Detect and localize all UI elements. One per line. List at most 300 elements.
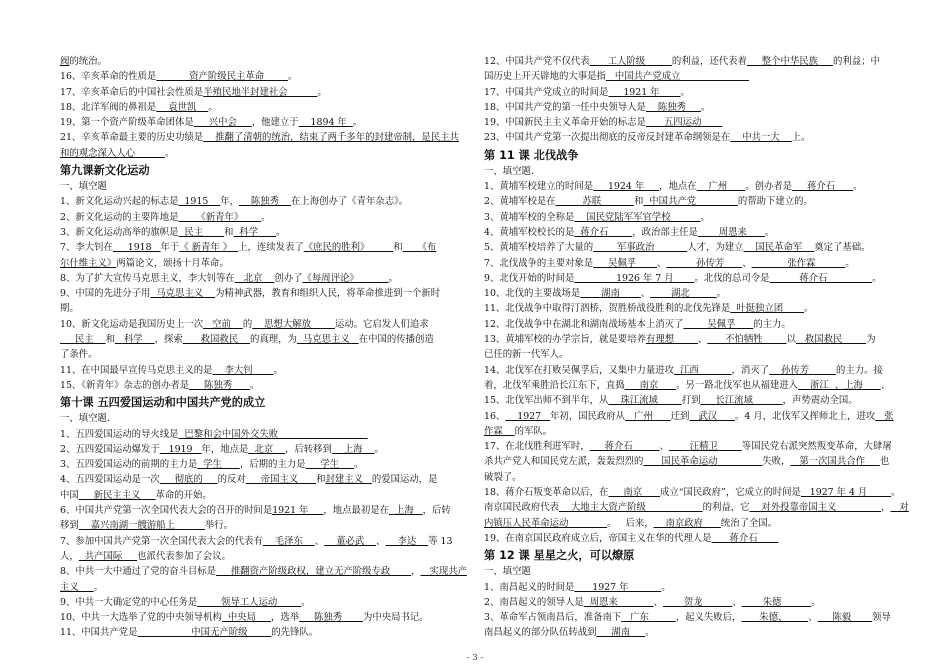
text-line — [60, 332, 468, 347]
answer-blank: 对 — [890, 502, 909, 514]
question-text: 和 — [105, 334, 115, 346]
answer-blank: 有理想 — [645, 334, 698, 346]
text-line — [60, 595, 468, 610]
answer-blank: 湖南 — [580, 288, 641, 300]
answer-blank: 上海 — [331, 443, 375, 455]
answer-blank: 张作霖 — [751, 257, 846, 269]
question-text: 等 13 — [428, 535, 453, 547]
answer-blank: 孙传芳 — [769, 364, 836, 376]
question-text: 和 — [393, 242, 403, 254]
question-text: 。 — [93, 581, 104, 593]
question-text: 。 — [354, 459, 364, 471]
answer-blank: 周恩来 — [697, 226, 765, 238]
answer-blank: 1927 — [505, 410, 551, 422]
answer-blank: 马克思主义 — [296, 334, 359, 346]
question-text: 。 — [852, 181, 863, 193]
question-text: ，消灭了 — [731, 364, 770, 376]
text-line — [60, 210, 468, 225]
question-text: 的主力。接 — [835, 364, 883, 376]
question-text: 。 — [287, 71, 298, 83]
question-text: 9、中国的先进分子用 — [60, 288, 151, 300]
question-text: 、 — [880, 379, 891, 391]
answer-blank: 国民党陆军军官学校 — [574, 211, 701, 223]
question-text: 1、五四爱国运动的导火线是 — [60, 428, 179, 440]
question-text: 迁到 — [670, 410, 690, 422]
question-text: 上。 — [791, 132, 811, 144]
answer-blank: 1927 年 4 月 — [800, 487, 892, 499]
question-text: 19、中国新民主主义革命开始的标志是 — [484, 117, 646, 129]
question-text: 。 — [317, 86, 327, 98]
question-text: 19、第一个资产阶级革命团体是 — [60, 117, 194, 129]
text-line — [484, 85, 892, 100]
question-text: 11、北伐战争中取得汀泗桥，贺胜桥战役胜利的北伐先锋是 — [484, 303, 731, 315]
text-line — [484, 210, 892, 225]
question-text: 17、在北伐胜利进军时， — [484, 441, 590, 453]
question-text: 2、黄埔军校是在 — [484, 196, 556, 208]
text-line — [60, 194, 468, 209]
text-line — [484, 179, 892, 194]
question-text: 举行。 — [204, 520, 234, 532]
answer-blank: 吴佩孚 — [593, 257, 657, 269]
answer-blank: 中国共产党 — [643, 196, 738, 208]
question-text: 、 — [376, 535, 386, 547]
question-text: 9、中共一大确定党的中心任务是 — [60, 596, 198, 608]
question-text: 。 — [716, 288, 727, 300]
answer-blank: 《新青年》 — [178, 211, 262, 223]
answer-blank: 南京政府 — [653, 517, 721, 529]
text-line — [60, 179, 468, 194]
question-text: 运动。它启发人们追求 — [334, 318, 429, 330]
answer-blank: 李大钊 — [212, 364, 274, 376]
answer-blank: 学生 — [197, 459, 240, 471]
question-text: 在中国的传播创造 — [358, 334, 434, 346]
answer-blank: 巴黎和会中国外交失败 — [178, 428, 368, 440]
answer-blank: 民主 — [60, 334, 106, 346]
answer-blank: 作霖 — [484, 425, 515, 437]
question-text: 6、中国共产党第一次全国代表大会的召开的时间是 — [60, 505, 273, 517]
question-text: 7、参加中国共产党第一次全国代表大会的代表有 — [60, 535, 263, 547]
question-text: 的反对 — [217, 474, 246, 486]
question-text: 的先锋队。 — [271, 627, 319, 639]
text-line — [484, 610, 892, 625]
answer-blank: 孙传芳 — [666, 257, 743, 269]
question-text: 打到 — [681, 395, 701, 407]
question-text: 了条件。 — [60, 349, 98, 361]
text-line — [484, 485, 901, 500]
answer-blank: 《庶民的胜利》 — [303, 242, 394, 254]
question-text: 统治了全国。 — [720, 517, 778, 529]
answer-blank: 中央局 — [221, 612, 271, 624]
text-line — [484, 516, 892, 531]
answer-blank: 国民革命运动 — [643, 456, 763, 468]
question-text: 7、北伐战争的主要对象是 — [484, 257, 594, 269]
text-line — [60, 472, 468, 487]
question-text: ，后转 — [422, 505, 451, 517]
answer-blank: 1919 — [159, 443, 202, 455]
answer-blank: 北京 — [234, 272, 275, 284]
answer-blank: 江西 — [674, 364, 732, 376]
answer-blank: 1921 年 — [272, 505, 324, 517]
answer-blank: 董必武 — [324, 535, 377, 547]
text-line — [484, 347, 892, 362]
question-text: 领导 — [872, 612, 891, 624]
text-line — [484, 595, 892, 610]
answer-blank: 蒋介石 — [589, 441, 660, 453]
question-text: 为中央局书记。 — [362, 612, 429, 624]
text-line — [60, 240, 468, 255]
answer-blank: 嘉兴南湖一艘游船上 — [78, 520, 205, 532]
question-text: 年，地点是 — [201, 443, 249, 455]
text-line — [60, 85, 468, 100]
question-text: ，选举 — [270, 612, 300, 624]
question-text: 在上海创办了《青年杂志》。 — [290, 196, 409, 208]
answer-blank: 封建主义 — [325, 474, 372, 486]
question-text: 16、辛亥革命的性质是 — [60, 71, 157, 83]
question-text: 的利益，还代表着 — [671, 56, 747, 67]
answer-blank: 陈独秀 — [238, 196, 291, 208]
question-text: 。创办者是 — [745, 181, 793, 193]
answer-blank: 中国共产党成立 — [605, 71, 749, 83]
text-line — [60, 564, 468, 579]
text-line — [60, 347, 468, 362]
question-text: 8、中共一大中通过了党的奋斗目标是 — [60, 566, 216, 578]
answer-blank: 推翻资产阶级政权，建立无产阶级专政 — [215, 566, 412, 578]
answer-blank: 1918 — [112, 242, 161, 254]
question-text: 8、为了扩大宣传马克思主义，李大钊等在 — [60, 272, 235, 284]
question-text: 18、北洋军阀的鼻祖是 — [60, 101, 157, 113]
text-line — [60, 411, 468, 426]
answer-blank: 苏联 — [555, 196, 634, 208]
question-text: ，起义失败后， — [675, 612, 742, 624]
text-line — [484, 454, 892, 469]
right-column — [484, 54, 909, 641]
text-line — [60, 610, 468, 625]
answer-blank: 救国救民 — [795, 334, 867, 346]
text-line — [60, 378, 468, 393]
question-text: 一、填空题 — [60, 181, 107, 193]
question-text: 2、南昌起义的领导人是 — [484, 596, 584, 608]
question-text: 年初，国民政府从 — [550, 410, 626, 422]
text-line — [60, 301, 468, 316]
question-text: 。 — [700, 211, 710, 223]
question-text: 已任的新一代军人。 — [484, 349, 569, 361]
answer-blank: 广州 — [625, 410, 671, 422]
question-text: ，后转移到 — [285, 443, 332, 455]
question-text: 。 — [352, 117, 363, 129]
text-line — [60, 363, 468, 378]
question-text: 成立 — [659, 487, 679, 499]
text-line — [484, 194, 892, 209]
answer-blank: 《 新青年 》 — [179, 242, 239, 254]
text-line — [60, 457, 468, 472]
question-text: 。 — [700, 101, 711, 113]
question-text: 3、五四爱国运动的前期的主力是 — [60, 459, 198, 471]
question-text: ，声势震动全国。 — [782, 395, 858, 407]
question-text: 中国 — [60, 489, 79, 501]
question-text: 以 — [786, 334, 796, 346]
question-text: 南昌起义的部分队伍转战到 — [484, 627, 597, 639]
question-text: 。 — [261, 211, 271, 223]
answer-blank: 陈独秀 — [189, 379, 251, 391]
answer-blank: 内镇压人民革命运动 — [484, 517, 608, 529]
question-text: “国民政府” — [678, 487, 726, 499]
answer-blank: 中共一大 — [730, 132, 792, 144]
question-text: 、 — [742, 257, 752, 269]
question-text: 的军队。 — [514, 425, 553, 437]
text-line — [60, 100, 468, 115]
question-text: 。 — [208, 101, 218, 113]
question-text: 15、《新青年》杂志的创办者是 — [60, 379, 190, 391]
question-text: 创办了 — [274, 272, 303, 284]
question-text: 。 — [764, 226, 775, 238]
answer-blank: 1921 年 — [608, 86, 681, 98]
text-line — [60, 146, 468, 161]
question-text: 。 — [250, 379, 260, 391]
answer-blank: 科学 — [233, 226, 277, 238]
question-text: 年， — [220, 196, 239, 208]
question-text: 一、填空题. — [484, 165, 534, 177]
answer-blank: 湖南 — [596, 627, 646, 639]
text-line — [60, 503, 468, 518]
question-text: 人， — [60, 550, 79, 562]
answer-blank: 陈毅 — [817, 612, 873, 624]
answer-blank: 实现共产 — [420, 566, 467, 578]
text-line — [484, 564, 892, 579]
answer-blank: 毛泽东 — [262, 535, 315, 547]
text-line — [60, 534, 468, 549]
answer-blank: 蒋介石 — [711, 532, 779, 544]
text-line — [484, 393, 892, 408]
text-line — [60, 625, 468, 640]
answer-blank: 叶挺独立团 — [730, 303, 805, 315]
question-text: 21、辛亥革命最主要的历史功绩是 — [60, 132, 204, 144]
text-line — [60, 488, 468, 503]
question-text: 期。 — [60, 303, 79, 315]
question-text: 。北伐的总司令是 — [694, 272, 770, 284]
question-text: ，地点在 — [659, 181, 697, 193]
question-text: 、 — [656, 257, 667, 269]
question-text: 2、五四爱国运动爆发于 — [60, 443, 160, 455]
answer-blank: 广东 — [621, 612, 676, 624]
question-text: 也 — [879, 456, 890, 468]
section-heading: 第九课新文化运动 — [60, 164, 150, 178]
text-line — [484, 130, 892, 145]
question-text: 10、新文化运动是我国历史上一次 — [60, 318, 204, 330]
answer-blank: 帝国主义 — [245, 474, 317, 486]
text-line — [484, 470, 892, 485]
text-line — [484, 69, 892, 84]
question-text: 、 — [640, 288, 651, 300]
question-text: 。 — [374, 443, 384, 455]
text-line — [484, 256, 892, 271]
question-text: ，地点最初是在 — [323, 505, 389, 517]
answer-blank: 1926 年 7 月 — [574, 272, 695, 284]
question-text: 奠定了基础。 — [814, 242, 871, 254]
question-text: 的主力。 — [753, 318, 791, 330]
answer-blank: 武汉 — [689, 410, 735, 422]
question-text: 12、北伐战争中在湖北和湖南战场基本上消灭了 — [484, 318, 684, 330]
answer-blank: 学生 — [305, 459, 355, 471]
answer-blank: 北京 — [248, 443, 285, 455]
question-text: 的真理，为 — [250, 334, 297, 346]
question-text: 年于 — [160, 242, 180, 254]
text-line — [60, 69, 468, 84]
question-text: 的爱国运动，是 — [371, 474, 438, 486]
answer-blank: 《布 — [402, 242, 437, 254]
answer-blank: 珠江流域 — [608, 395, 682, 407]
text-line — [60, 256, 468, 271]
text-line — [60, 427, 468, 442]
question-text: 15、北伐军出师不到半年，从 — [484, 395, 609, 407]
question-text: 3、黄埔军校的全称是 — [484, 211, 575, 223]
answer-blank: 蒋介石 — [769, 272, 873, 284]
answer-blank: 1927 年 — [574, 581, 662, 593]
question-text: 、 — [314, 535, 325, 547]
answer-blank: 陈独秀 — [645, 101, 701, 113]
text-line — [484, 54, 892, 69]
question-text: 5、黄埔军校培养了大量的 — [484, 242, 594, 254]
answer-blank: 马克思主义 — [150, 288, 216, 300]
answer-blank: 民主 — [178, 226, 225, 238]
answer-blank: 新民主主义 — [78, 489, 156, 501]
text-line — [484, 301, 892, 316]
question-text: 两篇论文，颂扬十月革命。 — [116, 257, 229, 269]
question-text: ， — [881, 502, 891, 514]
question-text: 的帮助下建立的。 — [737, 196, 813, 208]
question-text: ，探索 — [154, 334, 183, 346]
question-text: ， — [411, 566, 421, 578]
question-text: ，他建立于 — [251, 117, 299, 129]
text-line — [484, 409, 892, 424]
question-text: 和 — [633, 196, 644, 208]
answer-blank: 周恩来 — [583, 596, 654, 608]
answer-blank: 救国救民 — [182, 334, 251, 346]
question-text: 。 — [804, 303, 814, 315]
page-number: - 3 - — [466, 653, 484, 663]
question-text: 。 — [276, 226, 286, 238]
question-text: 18、中国共产党的第一任中央领导人是 — [484, 101, 646, 113]
question-text: 17、中国共产党成立的时间是 — [484, 86, 609, 98]
question-text: 7、李大钊在 — [60, 242, 113, 254]
answer-blank: 第一次国共合作 — [790, 456, 880, 468]
text-line — [60, 549, 468, 564]
answer-blank: 朱德 — [741, 596, 812, 608]
text-line — [484, 531, 892, 546]
question-text: 。 — [872, 272, 882, 284]
question-text: 上，连续发表了 — [238, 242, 304, 254]
answer-blank: 广州 — [696, 181, 746, 193]
question-text: 1、南昌起义的时间是 — [484, 581, 575, 593]
question-text: 的统治。 — [69, 56, 107, 67]
question-text: 13、黄埔军校的办学宗旨，就是要培养 — [484, 334, 646, 346]
question-text: 、 — [659, 441, 669, 453]
question-text: 、 — [732, 596, 742, 608]
answer-blank: 彻底的 — [159, 474, 218, 486]
question-text: 南京国民政府代表 — [484, 502, 560, 514]
question-text: 。 后来， — [607, 517, 654, 529]
question-text: 10、中共一大选举了党的中央领导机构 — [60, 612, 222, 624]
answer-blank: 汪精卫 — [668, 441, 742, 453]
question-text: ，它成立的时间是 — [725, 487, 801, 499]
answer-blank: 主义 — [60, 581, 94, 593]
question-text: 破裂了。 — [484, 471, 522, 483]
question-text: 。 — [680, 86, 690, 98]
question-text: 17、辛亥革命后的中国社会性质是 — [60, 86, 204, 98]
question-text: 杀共产党人和国民党左派，轰轰烈烈的 — [484, 456, 644, 468]
answer-blank: 朱德、 — [741, 612, 809, 624]
answer-blank: 国民革命军 — [743, 242, 815, 254]
text-line — [60, 518, 468, 533]
answer-blank: 和的观念深入人心 — [60, 147, 165, 159]
answer-blank: 思想大解放 — [252, 318, 335, 330]
answer-blank: 湖北 — [650, 288, 717, 300]
question-text: 失败， — [762, 456, 791, 468]
text-line — [60, 54, 468, 69]
question-text: 为精神武器，教育和组织人民，将革命推进到一个新时 — [215, 288, 441, 300]
answer-blank: 1894 年 — [298, 117, 353, 129]
text-line — [484, 363, 892, 378]
question-text: 一、填空题 — [484, 566, 531, 578]
question-text: 国历史上开天辟地的大事是指 — [484, 71, 606, 83]
text-line — [484, 317, 892, 332]
question-text: 的 — [242, 318, 253, 330]
text-line — [60, 442, 468, 457]
answer-blank: 1915 — [178, 196, 221, 208]
answer-blank: 领导工人运动 — [197, 596, 302, 608]
text-line — [484, 378, 892, 393]
question-text: 。 — [273, 364, 283, 376]
question-text: 1、黄埔军校建立的时间是 — [484, 181, 594, 193]
question-text: 11、在中国最早宣传马克思主义的是 — [60, 364, 213, 376]
question-text: 。 — [301, 596, 311, 608]
question-text: ，后期的主力是 — [239, 459, 306, 471]
question-text: 3、革命军占领南昌后，准备南下 — [484, 612, 622, 624]
question-text: 等国民党右派突然叛变革命，大肆屠 — [741, 441, 892, 453]
answer-blank: 李达 — [385, 535, 429, 547]
text-line — [60, 580, 468, 595]
text-line — [60, 130, 468, 145]
answer-blank: 半殖民地半封建社会 — [203, 86, 318, 98]
text-line — [484, 164, 892, 179]
question-text: 9、北伐开始的时间是 — [484, 272, 575, 284]
question-text: 革命的开始。 — [155, 489, 212, 501]
question-text: 一、填空题. — [60, 413, 110, 425]
answer-blank: 共产国际 — [78, 550, 138, 562]
answer-blank: 袁世凯 — [156, 101, 209, 113]
question-text: 。 — [661, 581, 671, 593]
answer-blank: 张 — [875, 410, 894, 422]
question-text: 和 — [316, 474, 326, 486]
answer-blank: 贺龙 — [662, 596, 733, 608]
question-text: 也派代表参加了会议。 — [137, 550, 231, 562]
question-text: 12、中国共产党不仅代表 — [484, 56, 590, 67]
question-text: 。另一路北伐军也从福建进入 — [676, 379, 799, 391]
section-heading: 第 11 课 北伐战争 — [484, 148, 579, 162]
answer-blank: 对外投靠帝国主义 — [749, 502, 882, 514]
question-text: 。 — [891, 487, 901, 499]
question-text: 、 — [808, 612, 818, 624]
text-line — [484, 100, 892, 115]
text-line — [60, 115, 468, 130]
text-line — [484, 240, 892, 255]
answer-blank: 浙江 、上海 — [798, 379, 881, 391]
question-text: 4、五四爱国运动是一次 — [60, 474, 160, 486]
answer-blank: 大地主大资产阶级 — [559, 502, 703, 514]
question-text: 18、蒋介石叛变革命以后，在 — [484, 487, 609, 499]
text-line — [60, 225, 468, 240]
question-text: 。 — [388, 272, 398, 284]
text-line — [484, 439, 892, 454]
